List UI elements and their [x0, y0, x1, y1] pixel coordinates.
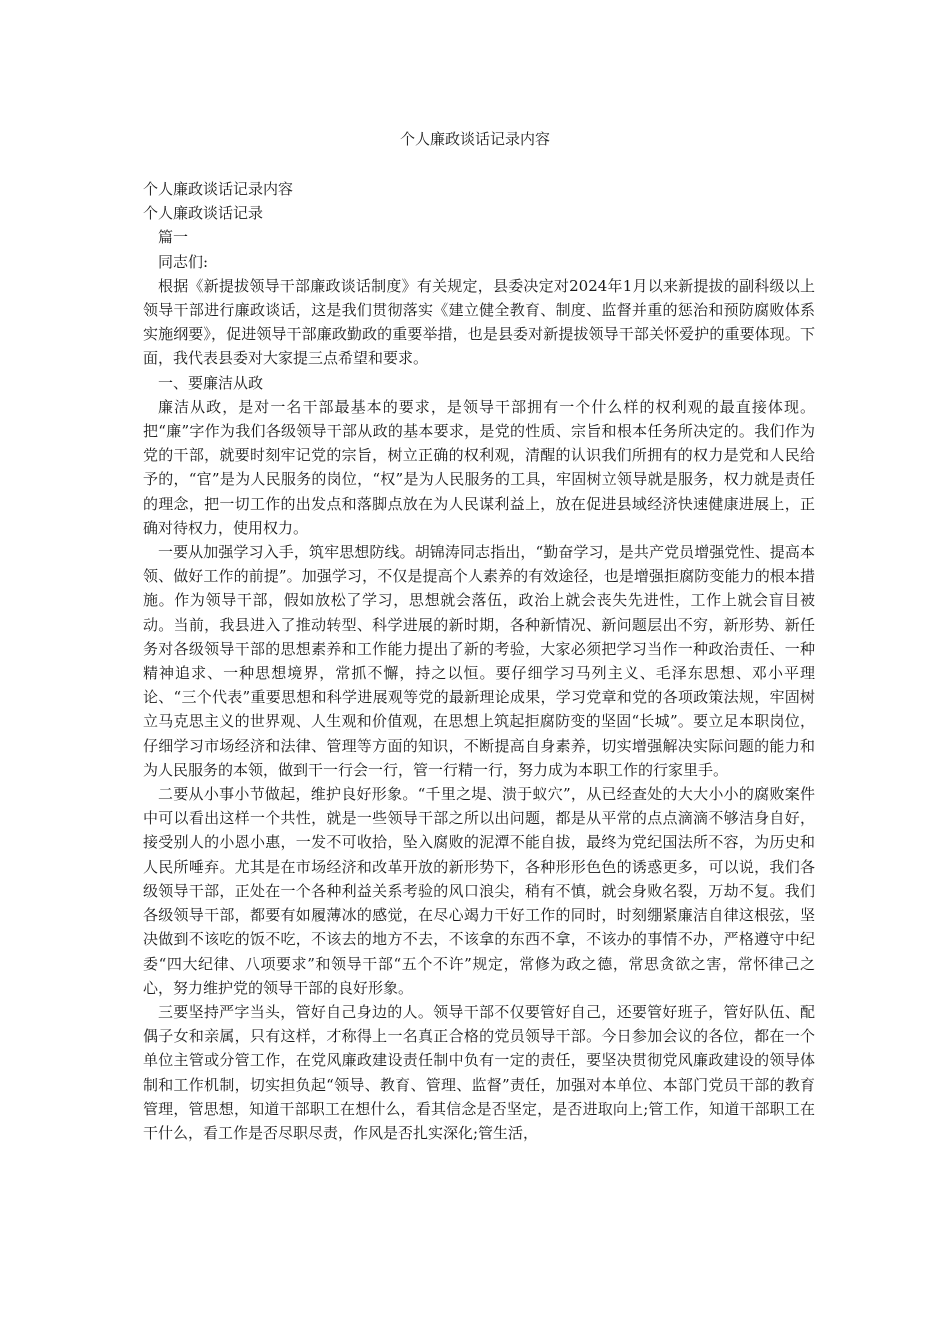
paragraph-point-1: 一要从加强学习入手，筑牢思想防线。胡锦涛同志指出，“勤奋学习，是共产党员增强党性、提高本领、做好工作的前提”。加强学习，不仅是提高个人素养的有效途径，也是增强拒腐防变能力的根本措施。作为领导干部，假如放松了学习，思想就会落伍，政治上就会丧失先进性，工作上就会盲目被动。当前，我县进入了推动转型、科学进展的新时期，各种新情况、新问题层出不穷，新形势、新任务对各级领导干部的思想素养和工作能力提出了新的考验，大家必须把学习当作一种政治责任、一种精神追求、一种思想境界，常抓不懈，持之以恒。要仔细学习马列主义、毛泽东思想、邓小平理论、“三个代表”重要思想和科学进展观等党的最新理论成果，学习党章和党的各项政策法规，牢固树立马克思主义的世界观、人生观和价值观，在思想上筑起拒腐防变的坚固“长城”。要立足本职岗位，仔细学习市场经济和法律、管理等方面的知识，不断提高自身素养，切实增强解决实际问题的能力和为人民服务的本领，做到干一行会一行，管一行精一行，努力成为本职工作的行家里手。 [143, 543, 815, 779]
page-title: 个人廉政谈话记录内容 [399, 130, 550, 148]
subtitle-line-2: 个人廉政谈话记录 [143, 204, 264, 223]
paragraph-point-2: 二要从小事小节做起，维护良好形象。“千里之堤、溃于蚁穴”，从已经查处的大大小小的腐败案件中可以看出这样一个共性，就是一些领导干部之所以出问题，都是从平常的点点滴滴不够洁身自好，接受别人的小恩小惠，一发不可收拾，坠入腐败的泥潭不能自拔，最终为党纪国法所不容，为历史和人民所唾弃。尤其是在市场经济和改革开放的新形势下，各种形形色色的诱惑更多，可以说，我们各级领导干部，正处在一个各种利益关系考验的风口浪尖，稍有不慎，就会身败名裂，万劫不复。我们各级领导干部，都要有如履薄冰的感觉，在尽心竭力干好工作的同时，时刻绷紧廉洁自律这根弦，坚决做到不该吃的饭不吃，不该去的地方不去，不该拿的东西不拿，不该办的事情不办，严格遵守中纪委“四大纪律、八项要求”和领导干部“五个不许”规定，常修为政之德，常思贪欲之害，常怀律己之心，努力维护党的领导干部的良好形象。 [143, 785, 815, 997]
paragraph-point-3: 三要坚持严字当头，管好自己身边的人。领导干部不仅要管好自己，还要管好班子，管好队伍、配偶子女和亲属，只有这样，才称得上一名真正合格的党员领导干部。今日参加会议的各位，都在一个单位主管或分管工作，在党风廉政建设责任制中负有一定的责任，要坚决贯彻党风廉政建设的领导体制和工作机制，切实担负起“领导、教育、管理、监督”责任，加强对本单位、本部门党员干部的教育管理，管思想，知道干部职工在想什么，看其信念是否坚定，是否进取向上;管工作，知道干部职工在干什么，看工作是否尽职尽责，作风是否扎实深化;管生活， [143, 1002, 815, 1142]
subtitle-line-1: 个人廉政谈话记录内容 [143, 180, 294, 198]
section-heading-1: 一、要廉洁从政 [158, 373, 264, 392]
paragraph-clean-governance: 廉洁从政，是对一名干部最基本的要求，是领导干部拥有一个什么样的权利观的最直接体现。把“廉”字作为我们各级领导干部从政的基本要求，是党的性质、宗旨和根本任务所决定的。我们作为党的干部，就要时刻牢记党的宗旨，树立正确的权利观，清醒的认识我们所拥有的权力是党和人民给予的，“官”是为人民服务的岗位，“权”是为人民服务的工具，牢固树立领导就是服务，权力就是责任的理念，把一切工作的出发点和落脚点放在为人民谋利益上，放在促进县域经济快速健康进展上，正确对待权力，使用权力。 [143, 397, 815, 537]
document-body [143, 177, 815, 1145]
salutation: 同志们: [158, 252, 209, 271]
section-label: 篇一 [158, 228, 189, 247]
paragraph-intro: 根据《新提拔领导干部廉政谈话制度》有关规定，县委决定对2024年1月以来新提拔的副科级以上领导干部进行廉政谈话，这是我们贯彻落实《建立健全教育、制度、监督并重的惩治和预防腐败体系实施纲要》，促进领导干部廉政勤政的重要举措，也是县委对新提拔领导干部关怀爱护的重要体现。下面，我代表县委对大家提三点希望和要求。 [143, 276, 815, 368]
